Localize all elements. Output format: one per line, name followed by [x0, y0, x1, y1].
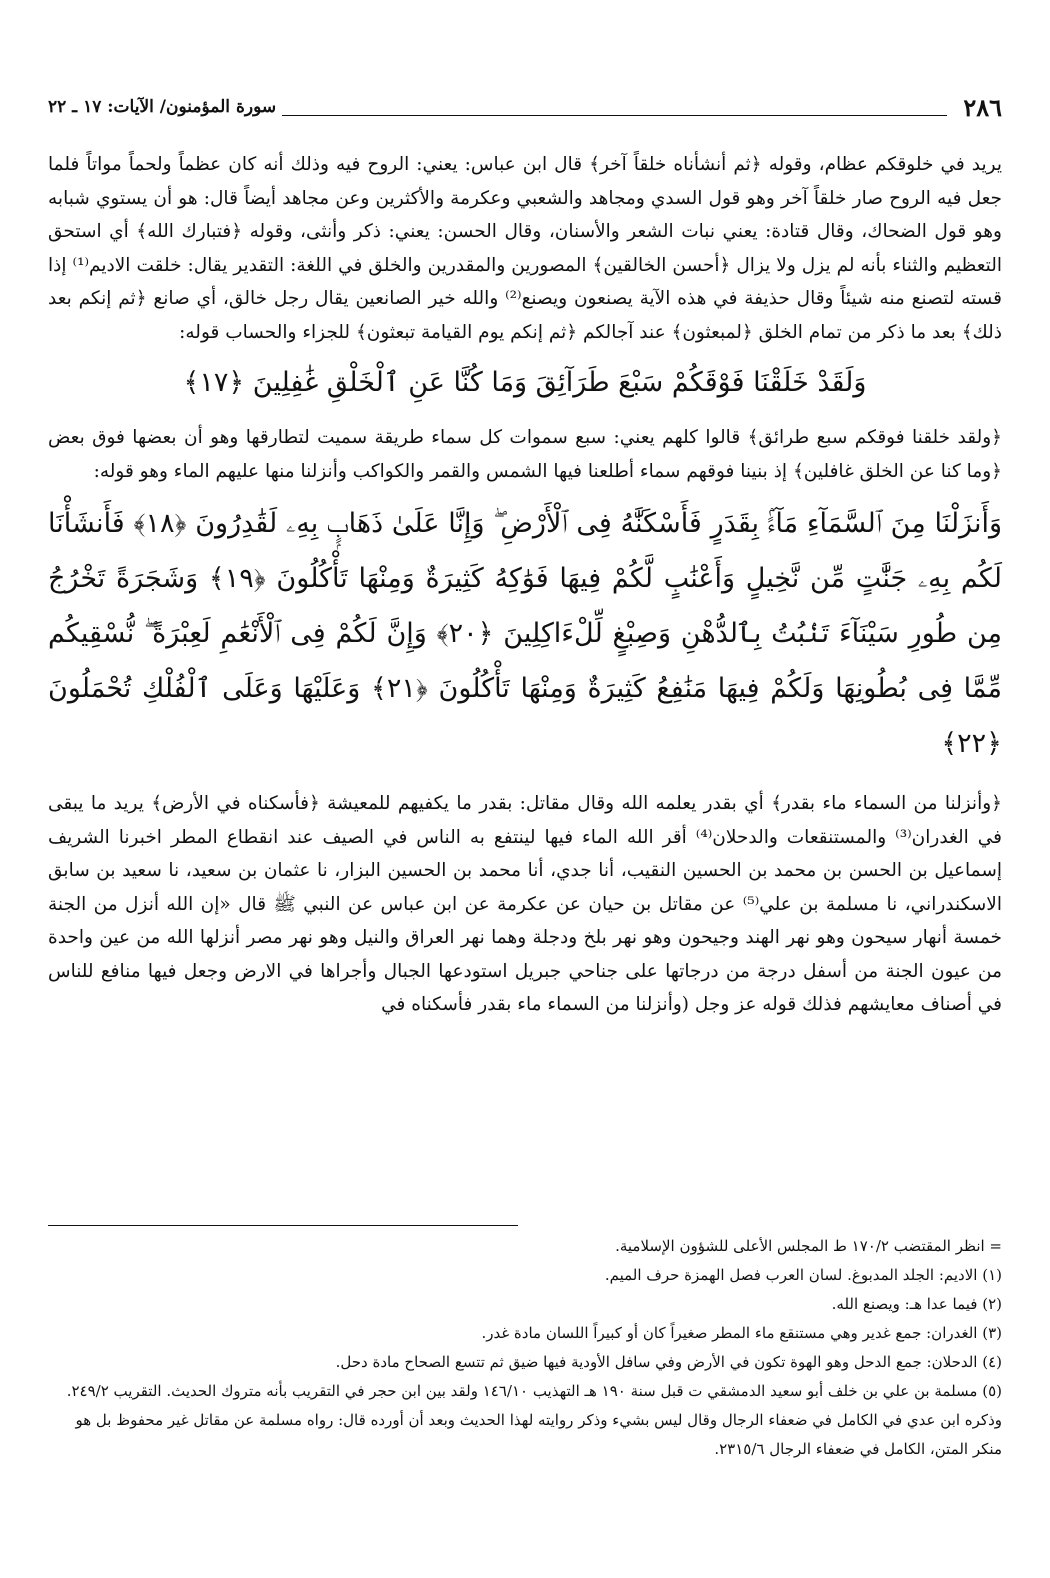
footnote-continued: = انظر المقتضب ١٧٠/٢ ط المجلس الأعلى للشؤون الإسلامية. — [615, 1237, 1002, 1255]
footnote-2: (٢) فيما عدا هـ: ويصنع الله. — [831, 1295, 1002, 1313]
running-title: سورة المؤمنون/ الآيات: ١٧ ـ ٢٢ — [48, 97, 277, 117]
footnote-1: (١) الاديم: الجلد المدبوغ. لسان العرب فصل الهمزة حرف الميم. — [604, 1266, 1002, 1284]
commentary-paragraph-1: يريد في خلوقكم عظام، وقوله ﴿ثم أنشأناه خلقاً آخر﴾ قال ابن عباس: يعني: الروح فيه وذلك أنه كان عظماً ولحماً مواتاً فلما جعل فيه الروح صار خلقاً آخر وهو قول السدي ومجاهد والشعبي وعكرمة والأكثرين وعن مجاهد أيضاً قال: هو أن يستوي شبابه وهو قول الضحاك، وقال قتادة: يعني نبات الشعر والأسنان، وقال الحسن: يعني: ذكر وأنثى، وقوله ﴿فتبارك الله﴾ أي استحق التعظيم والثناء بأنه لم يزل ولا يزال ﴿أحسن الخالقين﴾ المصورين والمقدرين والخلق في اللغة: التقدير يقال: خلقت الاديم⁽¹⁾ إذا قسته لتصنع منه شيئاً وقال حذيفة في هذه الآية يصنعون ويصنع⁽²⁾ والله خير الصانعين يقال رجل خالق، أي صانع ﴿ثم إنكم بعد ذلك﴾ بعد ما ذكر من تمام الخلق ﴿لمبعثون﴾ عند آجالكم ﴿ثم إنكم يوم القيامة تبعثون﴾ للجزاء والحساب قوله: — [48, 154, 1002, 343]
page-number: ٢٨٦ — [963, 92, 1002, 122]
page-body — [48, 148, 1002, 1022]
header-rule — [282, 99, 947, 116]
quran-verses-18-22: وَأَنزَلْنَا مِنَ ٱلسَّمَآءِ مَآءًۢ بِقَدَرٍ فَأَسْكَنَّٰهُ فِى ٱلْأَرْضِ ۖ وَإِنَّا عَلَىٰ ذَهَابٍۭ بِهِۦ لَقَٰدِرُونَ ﴿١٨﴾ فَأَنشَأْنَا لَكُم بِهِۦ جَنَّٰتٍ مِّن نَّخِيلٍ وَأَعْنَٰبٍ لَّكُمْ فِيهَا فَوَٰكِهُ كَثِيرَةٌ وَمِنْهَا تَأْكُلُونَ ﴿١٩﴾ وَشَجَرَةً تَخْرُجُ مِن طُورِ سَيْنَآءَ تَنۢبُتُ بِٱلدُّهْنِ وَصِبْغٍ لِّلْءَاكِلِينَ ﴿٢٠﴾ وَإِنَّ لَكُمْ فِى ٱلْأَنْعَٰمِ لَعِبْرَةً ۖ نُّسْقِيكُم مِّمَّا فِى بُطُونِهَا وَلَكُمْ فِيهَا مَنَٰفِعُ كَثِيرَةٌ وَمِنْهَا تَأْكُلُونَ ﴿٢١﴾ وَعَلَيْهَا وَعَلَى ٱلْفُلْكِ تُحْمَلُونَ ﴿٢٢﴾ — [48, 508, 1002, 759]
footnote-3: (٣) الغدران: جمع غدير وهي مستنقع ماء المطر صغيراً كان أو كبيراً اللسان مادة غدر. — [481, 1324, 1002, 1342]
footnote-separator — [48, 1225, 518, 1226]
footnotes — [48, 1232, 1002, 1464]
footnote-5: (٥) مسلمة بن علي بن خلف أبو سعيد الدمشقي ت قبل سنة ١٩٠ هـ التهذيب ١٤٦/١٠ ولقد بين ابن حجر في التقريب بأنه متروك الحديث. التقريب ٢٤٩/٢. وذكره ابن عدي في الكامل في ضعفاء الرجال وقال ليس بشيء وذكر روايته لهذا الحديث وبعد أن أورده قال: رواه مسلمة عن مقاتل غير محفوظ بل هو منكر المتن، الكامل في ضعفاء الرجال ٢٣١٥/٦. — [66, 1382, 1002, 1458]
page-header — [48, 90, 1002, 124]
commentary-paragraph-2: ﴿ولقد خلقنا فوقكم سبع طرائق﴾ قالوا كلهم يعني: سبع سموات كل سماء طريقة سميت لتطارقها وهو أن بعضها فوق بعض ﴿وما كنا عن الخلق غافلين﴾ إذ بنينا فوقهم سماء أطلعنا فيها الشمس والقمر والكواكب وأنزلنا منها عليهم الماء وهو قوله: — [48, 427, 1002, 482]
footnote-4: (٤) الدحلان: جمع الدحل وهو الهوة تكون في الأرض وفي سافل الأودية فيها ضيق ثم تتسع الصحاح مادة دحل. — [335, 1353, 1002, 1371]
quran-verse-17: وَلَقَدْ خَلَقْنَا فَوْقَكُمْ سَبْعَ طَرَآئِقَ وَمَا كُنَّا عَنِ ٱلْخَلْقِ غَٰفِلِينَ ﴿١٧﴾ — [183, 367, 867, 398]
commentary-paragraph-3: ﴿وأنزلنا من السماء ماء بقدر﴾ أي بقدر يعلمه الله وقال مقاتل: بقدر ما يكفيهم للمعيشة ﴿فأسكناه في الأرض﴾ يريد ما يبقى في الغدران⁽³⁾ والمستنقعات والدحلان⁽⁴⁾ أقر الله الماء فيها لينتفع به الناس في الصيف عند انقطاع المطر اخبرنا الشريف إسماعيل بن الحسن بن محمد بن الحسين النقيب، أنا جدي، أنا محمد بن الحسين البزار، نا عثمان بن سعيد، نا سعيد بن سابق الاسكندراني، نا مسلمة بن علي⁽⁵⁾ عن مقاتل بن حيان عن عكرمة عن ابن عباس عن النبي ﷺ قال «إن الله أنزل من الجنة خمسة أنهار سيحون وهو نهر الهند وجيحون وهو نهر بلخ ودجلة وهما نهر العراق والنيل وهو نهر مصر أنزلها الله من عين واحدة من عيون الجنة من أسفل درجة من درجاتها على جناحي جبريل استودعها الجبال وأجراها في الارض وجعل فيها منافع للناس في أصناف معايشهم فذلك قوله عز وجل (وأنزلنا من السماء ماء بقدر فأسكناه في — [48, 793, 1002, 1015]
